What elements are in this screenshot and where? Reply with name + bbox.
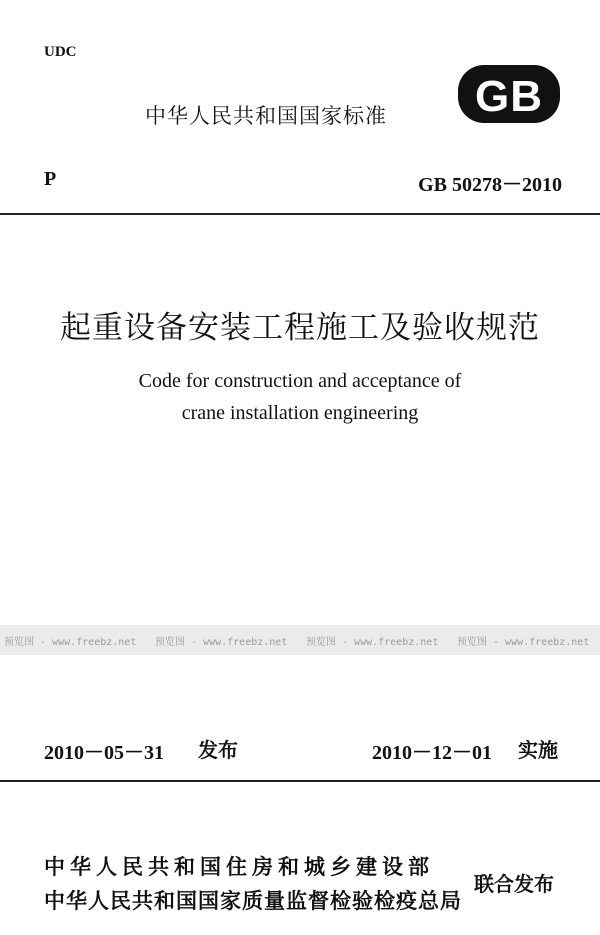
watermark-text: 预览图 - www.freebz.net: [306, 636, 439, 648]
gb-logo-icon: [456, 62, 562, 126]
title-english-line-2: crane installation engineering: [181, 402, 419, 424]
bottom-divider: [0, 780, 600, 782]
standard-type-heading: 中华人民共和国国家标准: [145, 104, 387, 128]
title-english-line-1: Code for construction and acceptance of: [138, 370, 462, 392]
issue-label: 发布: [198, 738, 238, 762]
gb-logo-text: GB: [475, 72, 543, 121]
top-divider: [0, 213, 600, 215]
joint-issue-label: 联合发布: [474, 872, 554, 896]
issue-date: 2010－05－31: [44, 742, 164, 764]
effective-label: 实施: [518, 738, 558, 762]
issuer-quality-administration: 中华人民共和国国家质量监督检验检疫总局: [44, 889, 462, 913]
standard-number: GB 50278－2010: [418, 174, 562, 196]
watermark-text: 预览图 - www.freebz.net: [457, 636, 590, 648]
udc-label: UDC: [44, 44, 77, 60]
issuer-ministry-housing: 中华人民共和国住房和城乡建设部: [44, 855, 434, 879]
watermark-text: 预览图 - www.freebz.net: [155, 636, 288, 648]
title-chinese: 起重设备安装工程施工及验收规范: [60, 310, 540, 345]
watermark-band: [0, 625, 600, 655]
gb-logo: [456, 62, 562, 126]
effective-date: 2010－12－01: [372, 742, 492, 764]
category-code: P: [44, 168, 57, 190]
watermark-text: 预览图 - www.freebz.net: [4, 636, 137, 648]
